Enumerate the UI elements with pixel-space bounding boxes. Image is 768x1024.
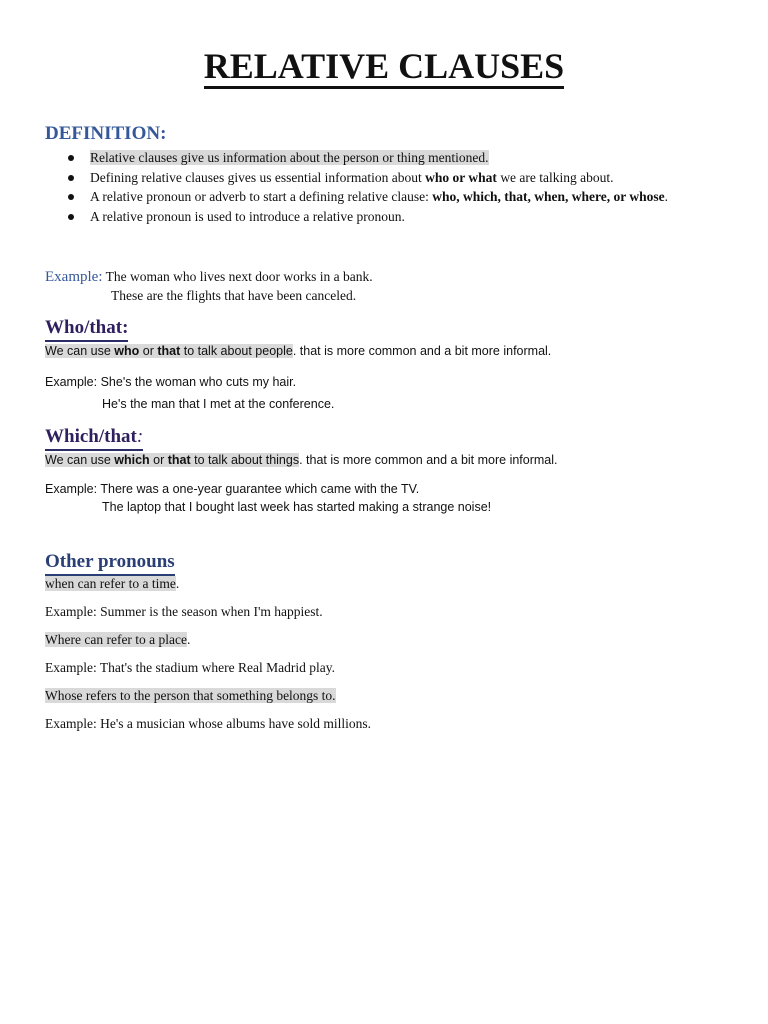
bullet-icon (68, 155, 74, 161)
definition-list (45, 148, 725, 226)
example-line: The laptop that I bought last week has started making a strange noise! (102, 500, 492, 514)
list-item: Relative clauses give us information about the person or thing mentioned. (45, 148, 725, 168)
other-line: when can refer to a time. (45, 576, 180, 591)
other-line: Whose refers to the person that something belongs to. (45, 688, 336, 703)
example-line: Example: She's the woman who cuts my hair. (45, 375, 297, 389)
bullet-icon (68, 194, 74, 200)
bullet-icon (68, 214, 74, 220)
page-title: RELATIVE CLAUSES (0, 44, 768, 89)
example-line: These are the flights that have been canceled. (111, 288, 357, 303)
example-line: Example: There was a one-year guarantee which came with the TV. (45, 482, 420, 496)
other-line: Where can refer to a place. (45, 632, 191, 647)
list-item: A relative pronoun or adverb to start a defining relative clause: who, which, that, when, where, or whose. (45, 187, 725, 207)
example-line: Example: He's a musician whose albums have sold millions. (45, 716, 372, 731)
list-item: Defining relative clauses gives us essential information about who or what we are talking about. (45, 168, 725, 188)
example-line: Example: That's the stadium where Real Madrid play. (45, 660, 335, 675)
example-line: He's the man that I met at the conference. (102, 397, 335, 411)
example-line: Example: Summer is the season when I'm happiest. (45, 604, 323, 619)
definition-heading: DEFINITION: (45, 123, 167, 144)
other-pronouns-heading: Other pronouns (45, 551, 175, 576)
which-that-rule: We can use which or that to talk about things. that is more common and a bit more informal. (45, 453, 558, 467)
example-label: Example: (45, 269, 103, 285)
example-line: Example: The woman who lives next door works in a bank. (45, 269, 373, 285)
which-that-heading: Which/that: (45, 426, 143, 451)
bullet-icon (68, 175, 74, 181)
list-item: A relative pronoun is used to introduce a relative pronoun. (45, 207, 725, 227)
who-that-rule: We can use who or that to talk about people. that is more common and a bit more informal. (45, 344, 552, 358)
who-that-heading: Who/that: (45, 317, 128, 342)
